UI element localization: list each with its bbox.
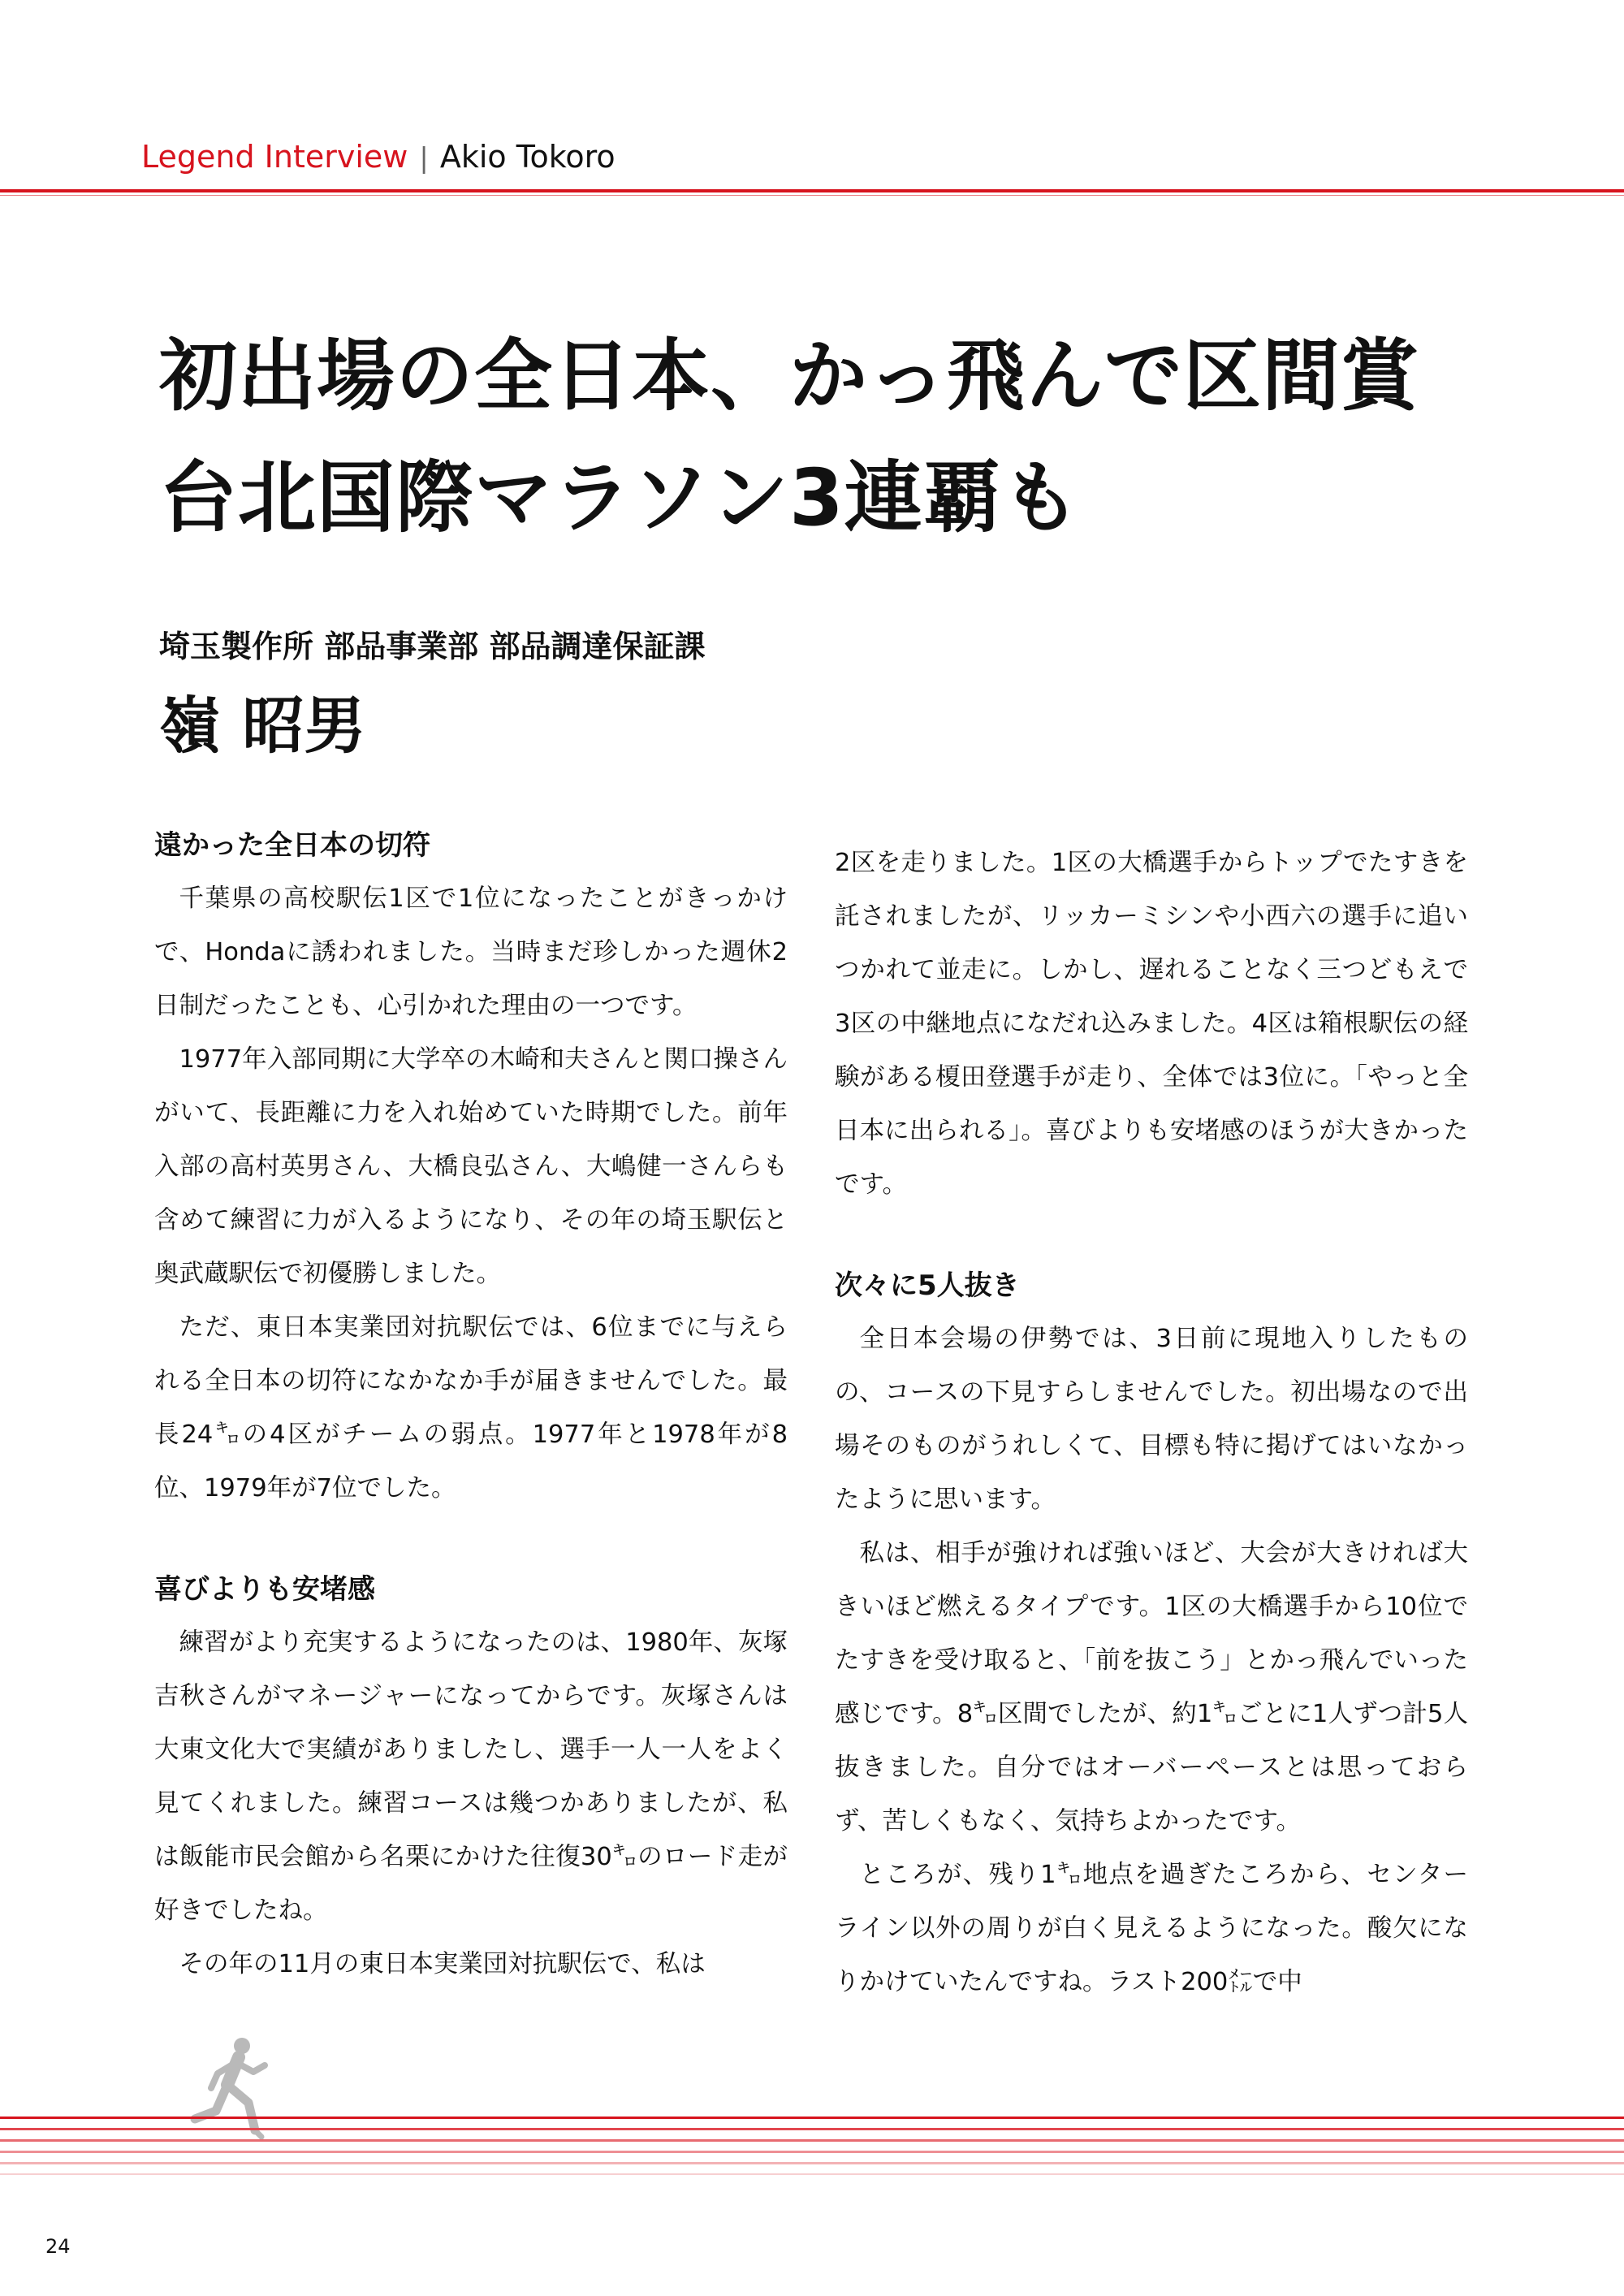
paragraph: その年の11月の東日本実業団対抗駅伝で、私は [179,1950,706,1978]
column-right [835,837,1468,2009]
page-number: 24 [45,2235,71,2258]
interviewee-name-en: Akio Tokoro [439,139,615,175]
paragraph: 私は、相手が強ければ強いほど、大会が大きければ大きいほど燃えるタイプです。1区の大橋選手から10位でたすきを受け取ると、「前を抜こう」とかっ飛んでいった感じです。8㌔区間でしたが、約1㌔ごとに1人ずつ計5人抜きました。自分ではオーバーペースとは思っておらず、苦しくもなく、気持ちよかったです。 [835,1539,1468,1836]
paragraph: 練習がより充実するようになったのは、1980年、灰塚吉秋さんがマネージャーになってからです。灰塚さんは大東文化大で実績がありましたし、選手一人一人をよく見てくれました。練習コースは幾つかありましたが、私は飯能市民会館から名栗にかけた往復30㌔のロード走が好きでしたね。 [154,1628,788,1925]
section-gap [835,1212,1468,1259]
section-heading: 次々に5人抜き [835,1269,1020,1302]
column-left [154,819,788,1991]
article-title [159,315,1419,559]
section-gap [154,1516,788,1563]
header-rule-thin [0,195,1624,196]
title-line-1: 初出場の全日本、かっ飛んで区間賞 [159,331,1419,422]
section-heading: 喜びよりも安堵感 [154,1573,375,1606]
header-rule [0,189,1624,192]
section-heading: 遠かった全日本の切符 [154,829,430,862]
paragraph: 全日本会場の伊勢では、3日前に現地入りしたものの、コースの下見すらしませんでした。初出場なので出場そのものがうれしくて、目標も特に掲げてはいなかったように思います。 [835,1325,1468,1514]
series-title: Legend Interview [141,139,408,175]
paragraph: 千葉県の高校駅伝1区で1位になったことがきっかけで、Hondaに誘われました。当時まだ珍しかった週休2日制だったことも、心引かれた理由の一つです。 [154,884,788,1020]
track-stripes [0,2117,1624,2190]
person-name: 嶺 昭男 [159,690,366,762]
paragraph: 1977年入部同期に大学卒の木崎和夫さんと関口操さんがいて、長距離に力を入れ始めていた時期でした。前年入部の高村英男さん、大橋良弘さん、大嶋健一さんらも含めて練習に力が入るようになり、その年の埼玉駅伝と奥武蔵駅伝で初優勝しました。 [154,1045,788,1288]
department: 埼玉製作所 部品事業部 部品調達保証課 [159,629,706,664]
title-line-2: 台北国際マラソン3連覇も [159,452,1081,543]
paragraph: ただ、東日本実業団対抗駅伝では、6位までに与えられる全日本の切符になかなか手が届きませんでした。最長24㌔の4区がチームの弱点。1977年と1978年が8位、1979年が7位でした。 [154,1313,788,1503]
paragraph: 2区を走りました。1区の大橋選手からトップでたすきを託されましたが、リッカーミシンや小西六の選手に追いつかれて並走に。しかし、遅れることなく三つどもえで3区の中継地点になだれ込みました。4区は箱根駅伝の経験がある榎田登選手が走り、全体では3位に。「やっと全日本に出られる」。喜びよりも安堵感のほうが大きかったです。 [835,849,1468,1199]
paragraph: ところが、残り1㌔地点を過ぎたころから、センターライン以外の周りが白く見えるようになった。酸欠になりかけていたんですね。ラスト200㍍で中 [835,1861,1468,1996]
header-separator: | [419,142,429,175]
page-header [141,136,615,179]
